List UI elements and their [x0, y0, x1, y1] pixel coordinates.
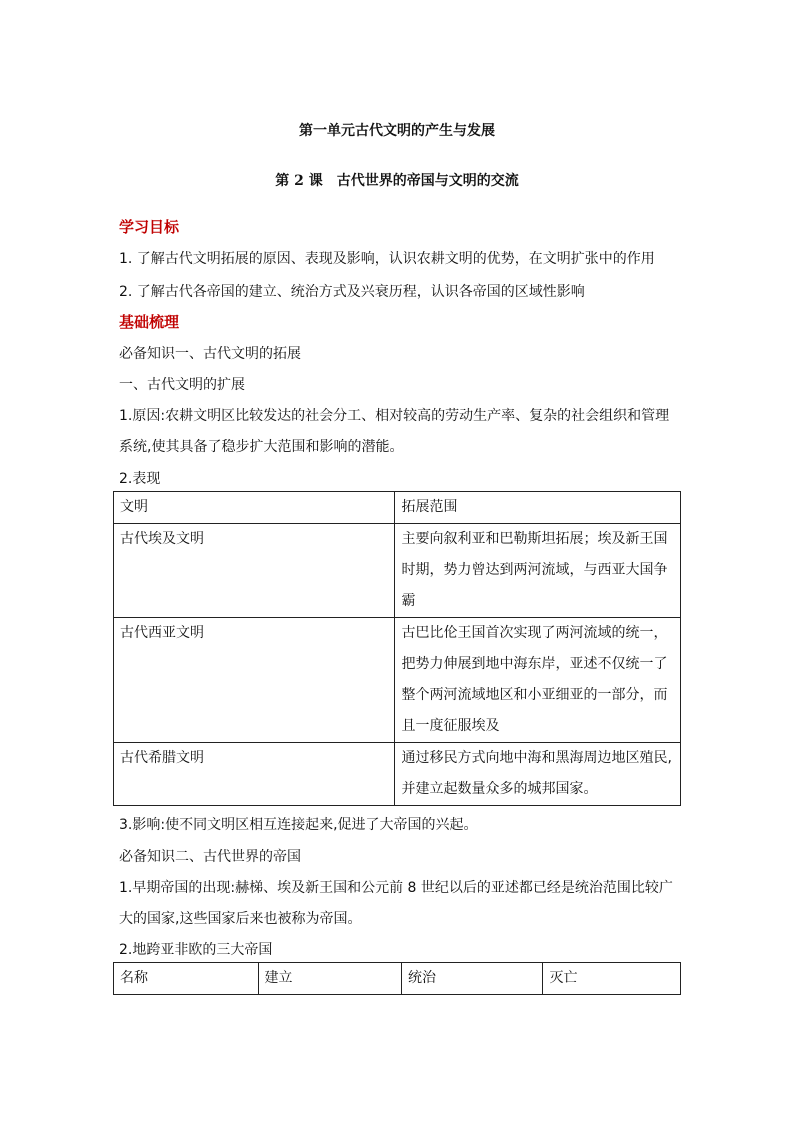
unit-title: 第一单元古代文明的产生与发展 — [299, 123, 495, 139]
goal-item-2: 2. 了解古代各帝国的建立、统治方式及兴衰历程，认识各帝国的区域性影响 — [119, 284, 585, 300]
three-empires-table — [113, 962, 681, 995]
expression-label: 2.表现 — [119, 471, 161, 487]
table-row — [114, 618, 681, 743]
cause-line-2: 系统,使其具备了稳步扩大范围和影响的潜能。 — [119, 439, 404, 455]
table-cell-scope: 古巴比伦王国首次实现了两河流域的统一，把势力伸展到地中海东岸，亚述不仅统一了整个两河流域地区和小亚细亚的一部分，而且一度征服埃及 — [395, 618, 681, 743]
table-header-row — [114, 963, 681, 995]
table-header-cell: 文明 — [114, 492, 395, 524]
section-heading-goals: 学习目标 — [119, 218, 180, 236]
subheading-expansion: 一、古代文明的扩展 — [119, 377, 245, 393]
table-cell-civilization: 古代埃及文明 — [114, 524, 395, 618]
table-cell-civilization: 古代西亚文明 — [114, 618, 395, 743]
table-header-cell: 拓展范围 — [395, 492, 681, 524]
section-heading-basics: 基础梳理 — [119, 313, 180, 331]
civilization-expansion-table — [113, 491, 681, 806]
three-empires-label: 2.地跨亚非欧的三大帝国 — [119, 942, 273, 958]
table-header-cell: 名称 — [114, 963, 259, 995]
lesson-title: 第 2 课 古代世界的帝国与文明的交流 — [275, 173, 519, 189]
goal-item-1: 1. 了解古代文明拓展的原因、表现及影响，认识农耕文明的优势，在文明扩张中的作用 — [119, 251, 655, 267]
table-row — [114, 743, 681, 806]
table-header-cell: 建立 — [258, 963, 402, 995]
table-cell-civilization: 古代希腊文明 — [114, 743, 395, 806]
table-header-row — [114, 492, 681, 524]
early-empires-line-2: 大的国家,这些国家后来也被称为帝国。 — [119, 911, 362, 927]
knowledge-heading-2: 必备知识二、古代世界的帝国 — [119, 849, 301, 865]
impact-line: 3.影响:使不同文明区相互连接起来,促进了大帝国的兴起。 — [119, 817, 478, 833]
early-empires-line-1: 1.早期帝国的出现:赫梯、埃及新王国和公元前 8 世纪以后的亚述都已经是统治范围比较广 — [119, 880, 673, 896]
table-cell-scope: 主要向叙利亚和巴勒斯坦拓展；埃及新王国时期，势力曾达到两河流域，与西亚大国争霸 — [395, 524, 681, 618]
table-header-cell: 统治 — [402, 963, 543, 995]
cause-line-1: 1.原因:农耕文明区比较发达的社会分工、相对较高的劳动生产率、复杂的社会组织和管理 — [119, 408, 670, 424]
knowledge-heading-1: 必备知识一、古代文明的拓展 — [119, 346, 301, 362]
table-cell-scope: 通过移民方式向地中海和黑海周边地区殖民,并建立起数量众多的城邦国家。 — [395, 743, 681, 806]
table-row — [114, 524, 681, 618]
table-header-cell: 灭亡 — [543, 963, 681, 995]
